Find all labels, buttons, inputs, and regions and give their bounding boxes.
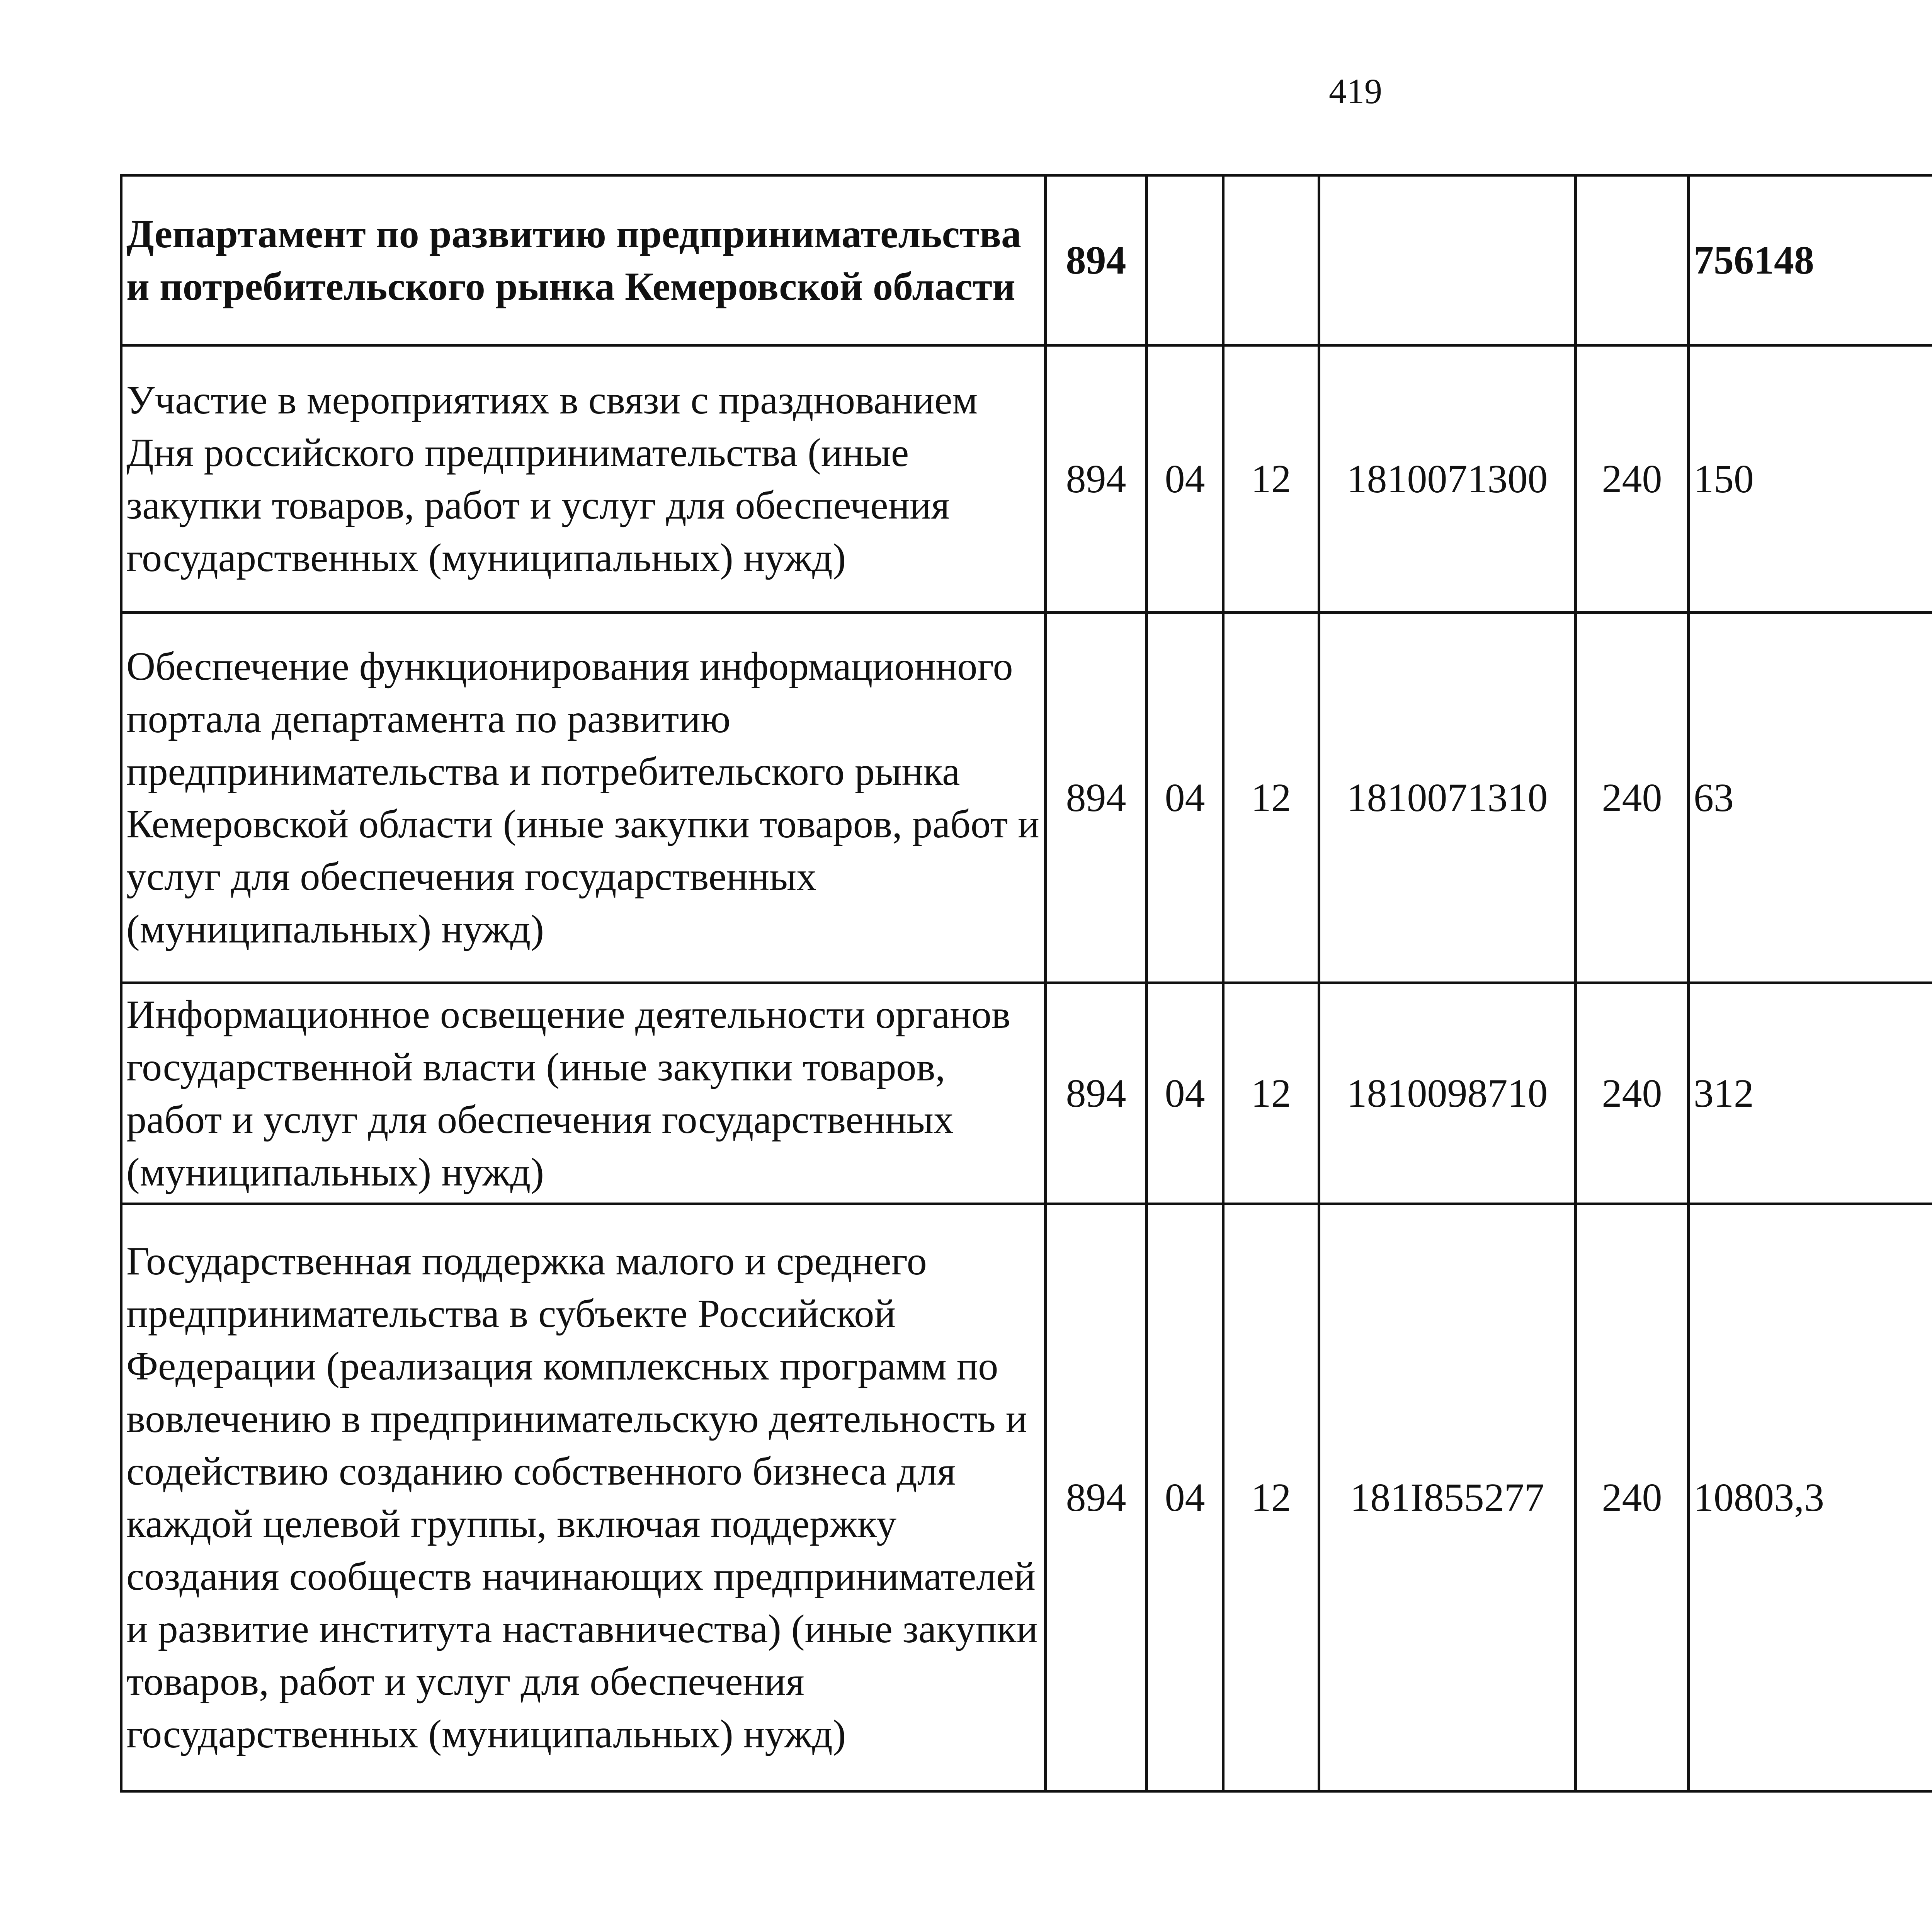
budget-table — [120, 174, 1932, 1793]
expense-type-code: 240 — [1576, 613, 1689, 983]
table-row — [121, 345, 1932, 613]
section-code: 04 — [1147, 613, 1223, 983]
row-name: Департамент по развитию предпринимательства и потребительского рынка Кемеровской области — [121, 175, 1046, 345]
subsection-code: 12 — [1223, 1204, 1319, 1791]
subsection-code: 12 — [1223, 613, 1319, 983]
amount-year-1: 756148 — [1689, 175, 1932, 345]
table-row — [121, 983, 1932, 1204]
ministry-code: 894 — [1046, 613, 1147, 983]
section-code: 04 — [1147, 345, 1223, 613]
ministry-code: 894 — [1046, 1204, 1147, 1791]
target-article-code: 1810071300 — [1319, 345, 1576, 613]
row-name: Государственная поддержка малого и среднего предпринимательства в субъекте Российской Федерации (реализация комплексных программ по вовлечению в предпринимательскую деятельность и содействию созданию собственного бизнеса для каждой целевой группы, включая поддержку создания сообществ начинающих предпринимателей и развитие института наставничества) (иные закупки товаров, работ и услуг для обеспечения государственных (муниципальных) нужд) — [121, 1204, 1046, 1791]
amount-year-1: 312 — [1689, 983, 1932, 1204]
amount-year-1: 10803,3 — [1689, 1204, 1932, 1791]
table-row — [121, 613, 1932, 983]
subsection-code: 12 — [1223, 983, 1319, 1204]
expense-type-code: 240 — [1576, 1204, 1689, 1791]
ministry-code: 894 — [1046, 175, 1147, 345]
table-row — [121, 1204, 1932, 1791]
ministry-code: 894 — [1046, 345, 1147, 613]
row-name: Информационное освещение деятельности органов государственной власти (иные закупки товаров, работ и услуг для обеспечения государственных (муниципальных) нужд) — [121, 983, 1046, 1204]
expense-type-code — [1576, 175, 1689, 345]
target-article-code: 1810071310 — [1319, 613, 1576, 983]
expense-type-code: 240 — [1576, 345, 1689, 613]
subsection-code — [1223, 175, 1319, 345]
page-number: 419 — [1329, 71, 1382, 111]
row-name: Участие в мероприятиях в связи с празднованием Дня российского предпринимательства (иные закупки товаров, работ и услуг для обеспечения государственных (муниципальных) нужд) — [121, 345, 1046, 613]
expense-type-code: 240 — [1576, 983, 1689, 1204]
section-code: 04 — [1147, 1204, 1223, 1791]
amount-year-1: 150 — [1689, 345, 1932, 613]
target-article-code — [1319, 175, 1576, 345]
target-article-code: 181I855277 — [1319, 1204, 1576, 1791]
target-article-code: 1810098710 — [1319, 983, 1576, 1204]
section-code — [1147, 175, 1223, 345]
table-row — [121, 175, 1932, 345]
amount-year-1: 63 — [1689, 613, 1932, 983]
ministry-code: 894 — [1046, 983, 1147, 1204]
row-name: Обеспечение функционирования информационного портала департамента по развитию предпринимательства и потребительского рынка Кемеровской области (иные закупки товаров, работ и услуг для обеспечения государственных (муниципальных) нужд) — [121, 613, 1046, 983]
section-code: 04 — [1147, 983, 1223, 1204]
subsection-code: 12 — [1223, 345, 1319, 613]
